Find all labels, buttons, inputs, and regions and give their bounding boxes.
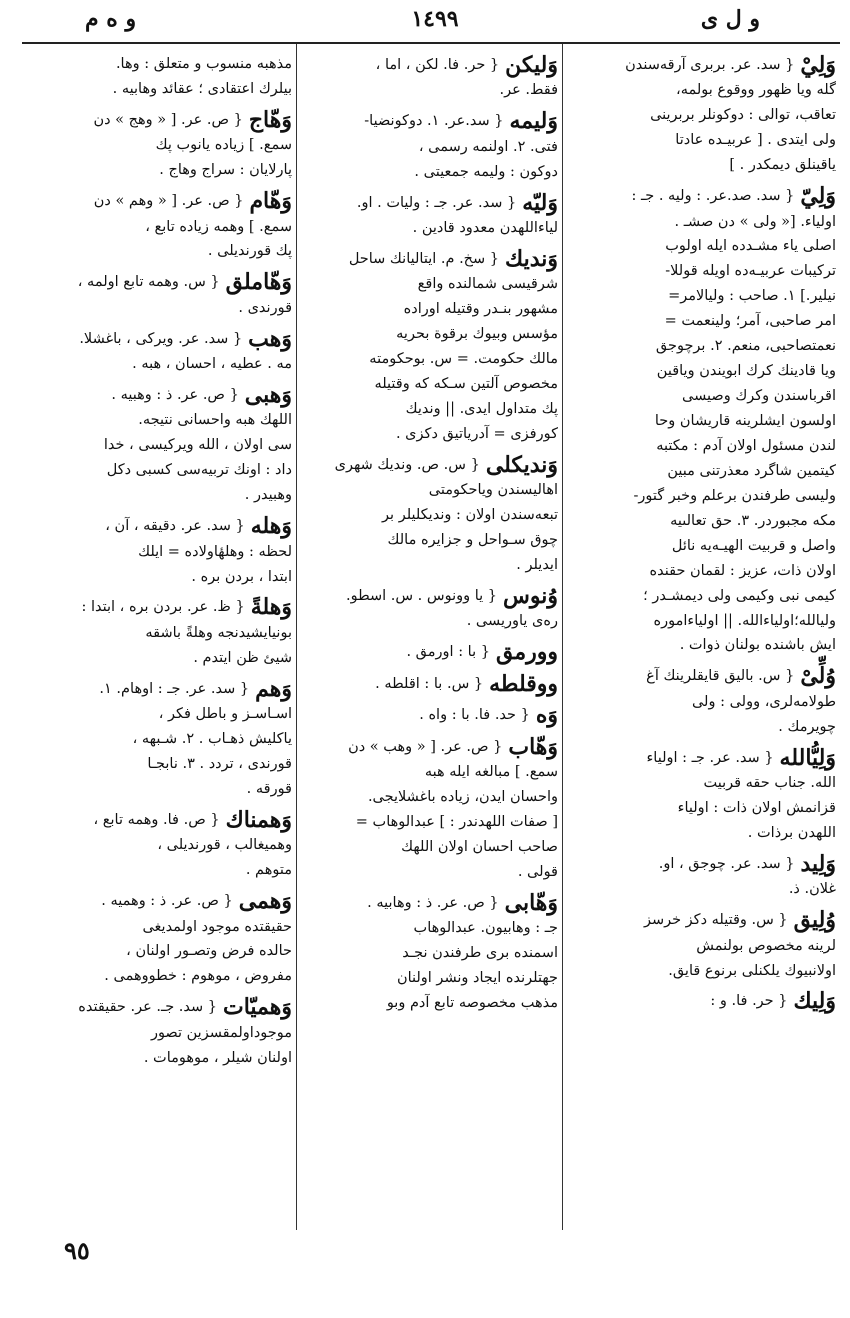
entry-headword: وَنديك — [505, 245, 558, 272]
entry-headword: وُلِيق — [793, 907, 836, 934]
entry-definition-line: حالده فرض وتصـور اولنان ، — [126, 943, 292, 960]
entry-definition-line: نيلير.] ١. صاحب : ولیالامر= — [668, 288, 836, 305]
entry-definition-line: اولان ذات، عزيز : لقمان حقنده — [649, 562, 836, 579]
page-header — [30, 6, 840, 38]
entry-definition-line: امر صاحبی، آمر؛ ولینعمت = — [664, 313, 836, 330]
entry-definition-line: موجوداولمقسزين تصور — [150, 1024, 292, 1041]
entry-definition-line: مخصوص آلتين سـكه كه وقتيله — [374, 376, 558, 393]
entry-headword: وَهبی — [244, 382, 292, 409]
entry-definition-line: [ صفات اللهدندر : ] عبدالوهاب = — [355, 813, 558, 830]
entry-definition-line: تبعەسندن اولان : ونديكليلر بر — [382, 507, 558, 524]
entry-definition-line: مفروض ، موهوم : خطووهمی . — [104, 968, 292, 985]
dictionary-entry — [26, 994, 292, 1070]
entry-definition-line: كيتمين شاگرد معذرتنی مبين — [667, 462, 836, 479]
entry-definition-line: اولسون ايشلرينه قاريشان وحا — [654, 413, 836, 430]
entry-definition-line: كيمی نبی وكيمی ولی ديمشـدر ؛ — [643, 587, 836, 604]
entry-headword: وُلِّیْ — [800, 663, 836, 690]
entry-definition-line: { ظ. عر. بردن بره ، ابتدا : — [81, 599, 245, 616]
entry-headword: وَنديكلی — [485, 451, 558, 478]
entry-definition-line: بيلرك اعتقادی ؛ عقائد وهابيه . — [112, 80, 292, 97]
dictionary-entry — [26, 269, 292, 320]
entry-headword: وَهمناك — [225, 806, 292, 833]
entry-definition-line: اهاليسندن وياحكومتی — [428, 482, 558, 499]
dictionary-entry — [300, 583, 558, 634]
entry-definition-line: ياكليش ذهـاب . ٢. شـبهه ، — [132, 731, 292, 748]
dictionary-entry — [300, 702, 558, 728]
dictionary-entry — [300, 671, 558, 697]
entry-definition-line: نعمتصاحبی، منعم. ٢. برچوجق — [655, 338, 836, 355]
entry-definition-line: شرقيسی شمالنده واقع — [417, 276, 558, 293]
dictionary-entry — [566, 907, 836, 983]
entry-definition-line: قزانمش اولان ذات : اولياء — [677, 800, 836, 816]
entry-definition-line: حقيقتده موجود اولمديغی — [142, 918, 292, 935]
entry-definition-line: { سد. عر. جـ : وليات . او. — [356, 194, 517, 211]
dictionary-entry — [300, 452, 558, 578]
entry-definition-line: سمع. ] وهمه زياده تابع ، — [145, 218, 292, 235]
entry-definition-line: مالك حكومت. = س. بوحكومته — [369, 351, 558, 368]
entry-headword: وَليمه — [509, 108, 558, 135]
entry-definition-line: مذهبه منسوب و متعلق : وها. — [115, 56, 292, 72]
entry-definition-line: بونیايشيدنجه وهلةً باشقه — [145, 624, 292, 641]
entry-headword: وَهميّات — [223, 994, 292, 1021]
entry-definition-line: كورفزی = آدرياتيق دكزی . — [395, 425, 558, 442]
entry-definition-line: سی اولان ، الله ويركيسی ، خدا — [103, 437, 292, 454]
entry-headword: وَهّام — [249, 188, 292, 215]
entry-definition-line: ايديلر . — [516, 557, 558, 574]
entry-definition-line: واحسان ايدن، زياده باغشلايجی. — [367, 788, 558, 805]
entry-definition-line: { ص. عر. ذ : وهابيه . — [367, 894, 499, 911]
entry-definition-line: { سخ. م. ايتاليانك ساحل — [348, 251, 500, 268]
column-left — [26, 52, 292, 1232]
entry-headword: وَلِیُّالله — [779, 744, 836, 771]
entry-definition-line: { س. وهمه تابع اولمه ، — [77, 274, 220, 291]
entry-definition-line: ياقينلق دیمكدر . ] — [729, 157, 836, 174]
entry-definition-line: لياءاللهدن معدود قادين . — [412, 219, 558, 236]
entry-definition-line: { سد. عر. چوجق ، او. — [658, 856, 795, 873]
entry-definition-line: چوق سـواحل و جزايره مالك — [387, 532, 558, 549]
dictionary-entry — [300, 639, 558, 665]
page-footer-number: ٩٥ — [64, 1236, 90, 1265]
entry-definition-line: مؤسس وبيوك برقوة بحريه — [396, 326, 558, 343]
entry-definition-line: پك قورنديلی . — [207, 243, 292, 260]
entry-definition-line: { سد. عر. جـ : اوهام. ١. — [99, 680, 250, 697]
entry-headword: وَليّه — [522, 189, 558, 216]
entry-definition-line: مكه مجبوردر. ٣. حق تعالىيه — [670, 512, 836, 529]
entry-definition-line: پك متداول ايدی. || ونديك — [405, 401, 558, 417]
entry-definition-line: { س. بالیق قايقلرينك آغ — [646, 668, 795, 685]
column-right — [566, 52, 836, 1232]
entry-definition-line: الله. جناب حقه قربيت — [703, 775, 836, 792]
entry-definition-line: مذهب مخصوصه تابع آدم وبو — [386, 994, 558, 1011]
entry-definition-line: غلان. ذ. — [788, 881, 836, 898]
dictionary-entry — [26, 594, 292, 670]
dictionary-entry — [566, 988, 836, 1014]
dictionary-entry — [300, 246, 558, 447]
entry-definition-line: واصل و قربيت الهيـەيه نائل — [671, 537, 836, 554]
dictionary-entry — [26, 513, 292, 589]
entry-definition-line: چويرمك . — [778, 718, 836, 735]
entry-definition-line: { سد. عر. دقيقه ، آن ، — [105, 518, 245, 535]
entry-definition-line: { حد. فا. با : واه . — [419, 707, 530, 724]
entry-definition-line: { سد. عر. جـ : اولياء — [646, 749, 774, 766]
entry-definition-line: تركيبات عربيـەده اويله قوللا- — [665, 263, 836, 280]
entry-definition-line: { ص. فا. وهمه تابع ، — [93, 812, 220, 829]
entry-definition-line: { ص. عر. [ « وهم » دن — [93, 193, 244, 210]
entry-definition-line: ولیسی طرفندن برعلم وخبر گتور- — [633, 487, 836, 504]
header-right-letters: و ل ی — [700, 6, 760, 32]
entry-definition-line: ولیالله؛اولياءالله. || اولياءامورە — [653, 612, 836, 629]
entry-definition-line: ولی ايتدی . [ عربيـده عادتا — [675, 132, 836, 149]
entry-definition-line: لرينه مخصوص بولنمش — [696, 937, 836, 954]
entry-headword: وَلِيّ — [800, 183, 836, 210]
dictionary-entry — [26, 107, 292, 183]
entry-definition-line: اولنان شيلر ، موهومات . — [143, 1049, 292, 1066]
entry-definition-line: { حر. فا. و : — [710, 993, 788, 1010]
entry-definition-line: دوكون : وليمه جمعيتی . — [414, 163, 558, 180]
entry-definition-line: جـ : وهابيون. عبدالوهاب — [413, 919, 558, 936]
dictionary-entry — [300, 890, 558, 1016]
entry-definition-line: اولانبيوك يلكنلی برنوع قايق. — [668, 962, 836, 979]
entry-definition-line: { ص. عر. [ « وهب » دن — [348, 738, 503, 755]
entry-definition-line: { يا وونوس . س. اسطو. — [345, 588, 498, 605]
entry-headword: وَه — [535, 702, 558, 729]
dictionary-entry — [566, 52, 836, 178]
header-left-letters: و ه م — [85, 6, 137, 32]
column-divider-right — [562, 44, 563, 1230]
entry-definition-line: { سد. صد.عر. : وليه . جـ : — [631, 188, 795, 205]
entry-definition-line: { سد. جـ. عر. حقيقتده — [78, 999, 217, 1016]
entry-definition-line: { ص. عر. [ « وهج » دن — [93, 112, 243, 129]
entry-definition-line: شیئ ظن ايتدم . — [193, 649, 292, 666]
entry-definition-line: { حر. فا. لكن ، اما ، — [375, 57, 500, 74]
entry-definition-line: وهبيدر . — [244, 487, 292, 504]
entry-headword: وَهب — [248, 325, 292, 352]
column-divider-left — [296, 44, 297, 1230]
entry-definition-line: مه . عطيه ، احسان ، هبه . — [132, 356, 292, 373]
dictionary-entry — [566, 851, 836, 902]
entry-headword: وَلِيْ — [800, 52, 836, 78]
entry-definition-line: اولياء. [« ولی » دن صشـ . — [674, 213, 836, 230]
entry-definition-line: ايش باشنده بولنان ذوات . — [679, 637, 836, 654]
entry-definition-line: { سد. عر. بربری آرقەسندن — [625, 57, 795, 74]
header-rule — [22, 42, 840, 44]
entry-definition-line: لندن مسئول اولان آدم : مكتبه — [656, 437, 836, 454]
entry-headword: وَهله — [250, 513, 292, 540]
entry-definition-line: پارلايان : سراج وهاج . — [159, 162, 292, 179]
column-middle — [300, 52, 558, 1232]
dictionary-entry — [26, 807, 292, 883]
entry-definition-line: قورقه . — [246, 780, 292, 797]
entry-definition-line: قورندی . — [238, 299, 292, 316]
entry-definition-line: اسـاسـز و باطل فكر ، — [158, 706, 292, 723]
entry-headword: ووقلطه — [489, 670, 558, 697]
entry-definition-line: سمع. ] مبالغه ايله هبه — [424, 763, 558, 780]
dictionary-entry — [26, 326, 292, 377]
entry-headword: وَهّاب — [508, 733, 558, 760]
dictionary-entry — [26, 888, 292, 989]
dictionary-entry — [566, 183, 836, 658]
entry-definition-line: { س. ص. ونديك شهری — [334, 457, 480, 474]
entry-definition-line: صاحب احسان اولان اللهك — [401, 838, 558, 855]
dictionary-entry — [26, 676, 292, 802]
entry-definition-line: اصلی ياء مشـدده ايله اولوب — [665, 238, 836, 255]
entry-headword: وَلِيك — [793, 988, 836, 1015]
entry-definition-line: متوهم . — [245, 862, 292, 879]
entry-definition-line: قورندی ، تردد . ٣. نابجـا — [147, 756, 292, 772]
entry-headword: وَليكن — [505, 52, 558, 78]
entry-definition-line: فتی. ٢. اولنمه رسمی ، — [418, 138, 558, 155]
entry-headword: وَهمی — [238, 888, 292, 915]
entry-definition-line: سمع. ] زياده يانوب پك — [155, 137, 292, 154]
dictionary-entry — [26, 188, 292, 264]
entry-headword: وَلِيد — [800, 850, 836, 877]
dictionary-entry — [26, 382, 292, 508]
entry-definition-line: { س. وقتيله دكز خرسز — [643, 912, 788, 929]
entry-headword: وَهّابی — [504, 889, 558, 916]
entry-definition-line: تعاقب، توالی : دوكونلر بربرينی — [650, 107, 836, 124]
entry-definition-line: جهتلرنده ايجاد ونشر اولنان — [396, 969, 558, 986]
dictionary-entry — [566, 745, 836, 846]
header-page-number: ١٤٩٩ — [411, 6, 459, 32]
entry-headword: وَهّاملق — [225, 269, 292, 296]
entry-definition-line: { سد. عر. ويركی ، باغشلا. — [79, 330, 243, 347]
entry-definition-line: ابتدا ، بردن بره . — [191, 568, 292, 585]
dictionary-entry — [566, 663, 836, 739]
entry-definition-line: اللهك هبه واحسانی نتيجه. — [138, 412, 292, 429]
entry-definition-line: { ص. عر. ذ : وهميه . — [101, 893, 233, 910]
entry-definition-line: { ص. عر. ذ : وهبيه . — [111, 387, 239, 404]
dictionary-entry — [300, 52, 558, 103]
entry-headword: وَهم — [255, 675, 292, 702]
entry-definition-line: { با : اورمق . — [406, 644, 490, 661]
entry-definition-line: { سد.عر. ١. دوكونضيا- — [364, 113, 504, 130]
entry-headword: وَهلةً — [250, 594, 292, 621]
entry-definition-line: قولی . — [517, 863, 558, 880]
dictionary-entry — [300, 734, 558, 885]
dictionary-entry — [300, 108, 558, 184]
entry-headword: وُنوس — [503, 583, 558, 610]
entry-definition-line: مشهور بنـدر وقتيله اوراده — [403, 301, 558, 318]
entry-definition-line: { س. با : اقلطه . — [375, 675, 484, 692]
entry-definition-line: اللهدن برذات . — [747, 824, 836, 841]
entry-definition-line: لحظه : وهلهٔاولاده = ايلك — [138, 543, 292, 560]
entry-definition-line: ويا قادينك كرك ابويندن وياقين — [656, 363, 836, 380]
dictionary-entry — [26, 52, 292, 102]
entry-definition-line: طولامەلری، وولی : ولی — [691, 693, 836, 710]
entry-definition-line: اسمنده بری طرفندن نجـد — [402, 944, 558, 961]
dictionary-entry — [300, 190, 558, 241]
entry-definition-line: گلە ويا ظهور ووقوع بولمە، — [676, 82, 836, 99]
entry-definition-line: فقط. عر. — [499, 82, 558, 99]
entry-definition-line: رەی ياوريسی . — [466, 613, 558, 630]
entry-headword: وَهّاج — [248, 106, 292, 133]
entry-definition-line: وهمیغالب ، قورنديلی ، — [157, 837, 292, 854]
entry-definition-line: داد : اونك تربيەسی كسبی دكل — [106, 462, 292, 479]
entry-definition-line: اقرباسندن وكرك وصيسی — [682, 388, 836, 405]
entry-headword: وورمق — [495, 639, 558, 666]
